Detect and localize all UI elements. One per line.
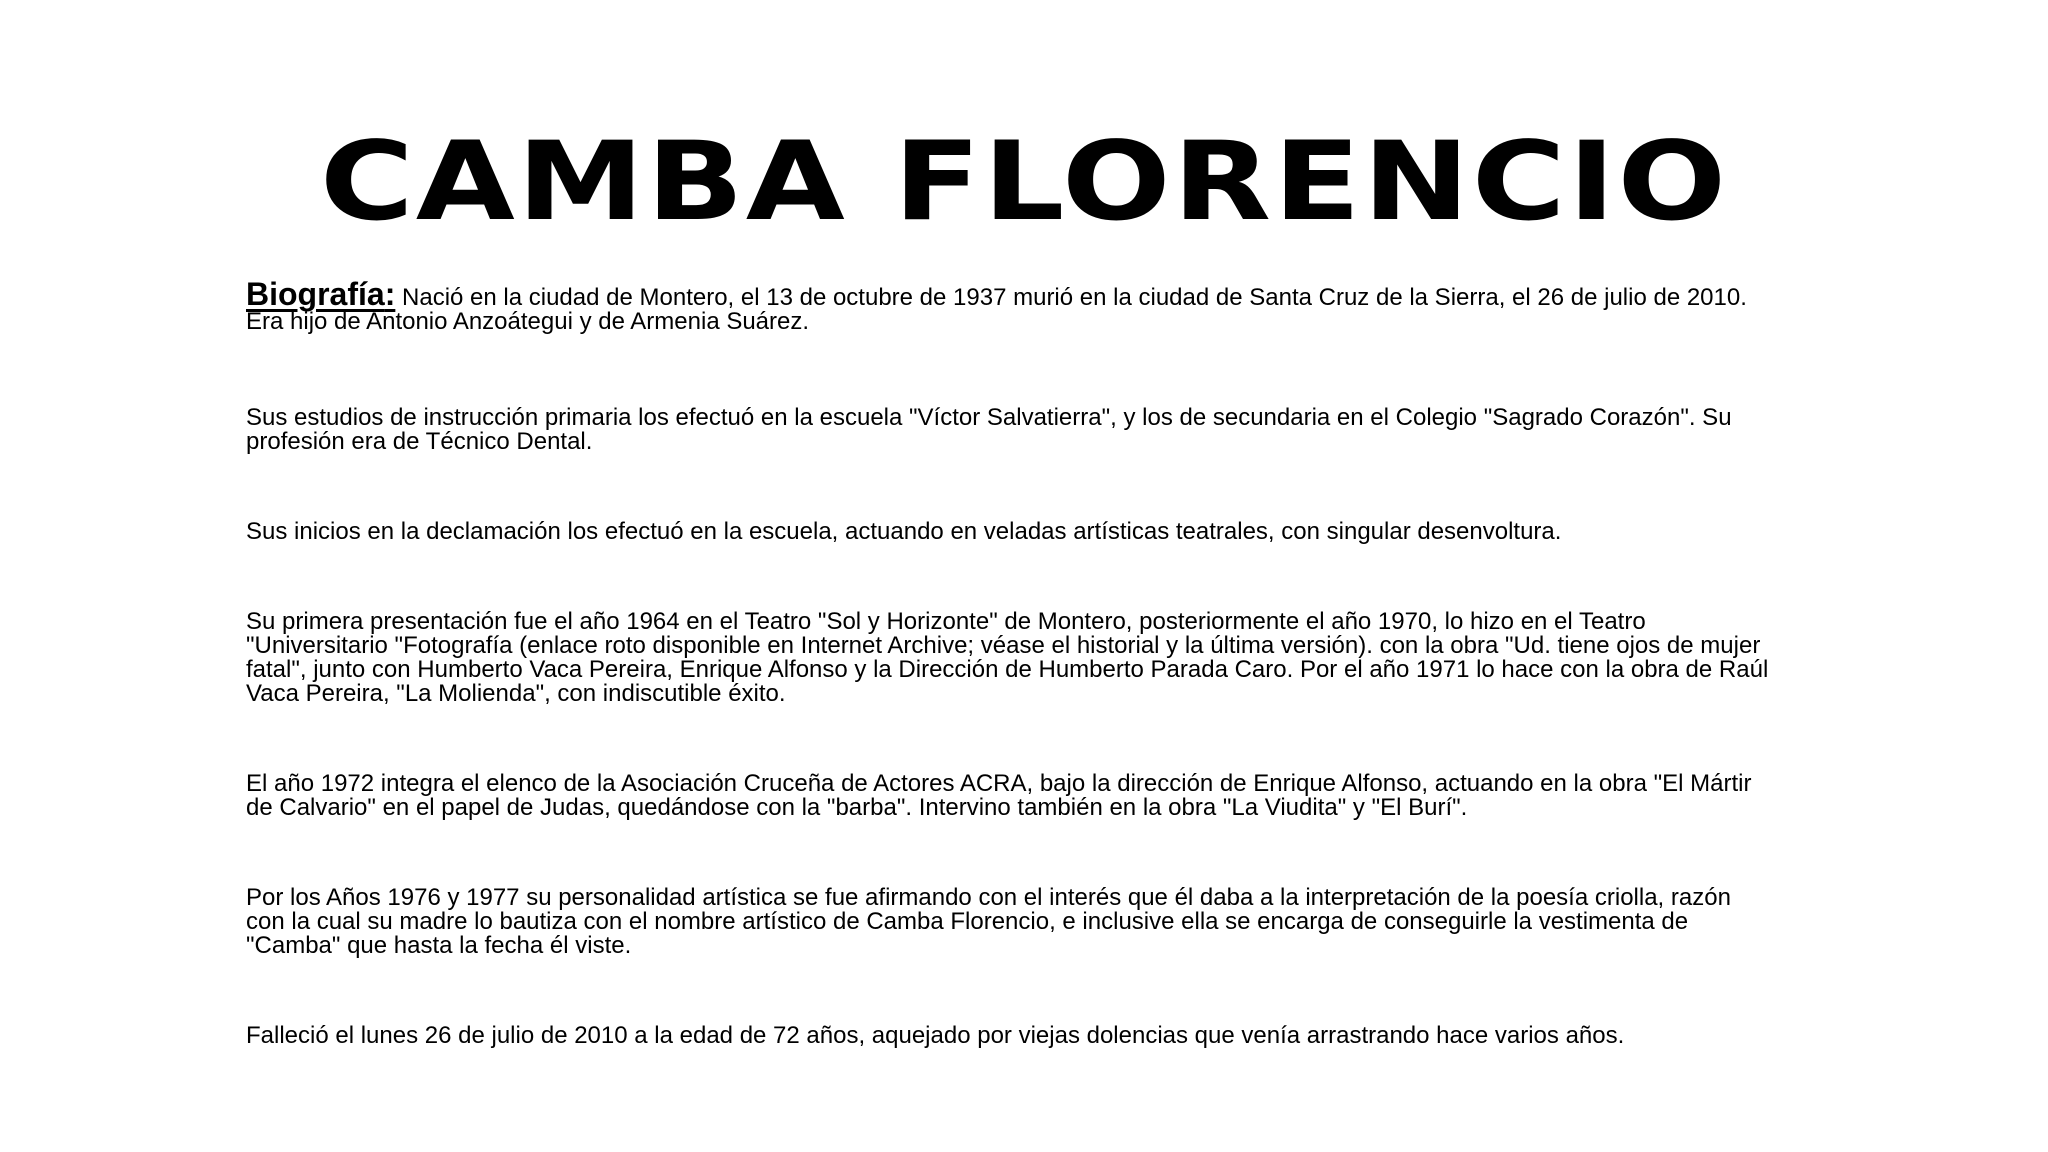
paragraph-death: Falleció el lunes 26 de julio de 2010 a la edad de 72 años, aquejado por viejas dolencias que venía arrastrando hace varios años. bbox=[246, 1022, 1625, 1049]
biography-label: Biografía bbox=[246, 276, 385, 312]
paragraph-first-presentation: Su primera presentación fue el año 1964 en el Teatro "Sol y Horizonte" de Montero, posteriormente el año 1970, lo hizo en el Teatro "Universitario "Fotografía (enlace roto disponible en Internet Archive; véase el historial y la última versión). con la obra "Ud. tiene ojos de mujer fatal", junto con Humberto Vaca Pereira, Enrique Alfonso y la Dirección de Humberto Parada Caro. Por el año 1971 lo hace con la obra de Raúl Vaca Pereira, "La Molienda", con indiscutible éxito. bbox=[246, 608, 1769, 707]
paragraph-declamation: Sus inicios en la declamación los efectuó en la escuela, actuando en veladas artísticas teatrales, con singular desenvoltura. bbox=[246, 518, 1562, 545]
biography-intro-text: Nació en la ciudad de Montero, el 13 de octubre de 1937 murió en la ciudad de Santa Cruz de la Sierra, el 26 de julio de 2010. Era hijo de Antonio Anzoátegui y de Armenia Suárez. bbox=[246, 284, 1747, 335]
biography-intro-paragraph bbox=[246, 276, 1776, 335]
paragraph-acra: El año 1972 integra el elenco de la Asociación Cruceña de Actores ACRA, bajo la dirección de Enrique Alfonso, actuando en la obra "El Mártir de Calvario" en el papel de Judas, quedándose con la "barba". Intervino también en la obra "La Viudita" y "El Burí". bbox=[246, 770, 1752, 821]
page-title: CAMBA FLORENCIO bbox=[319, 118, 1729, 246]
paragraph-artistic-name: Por los Años 1976 y 1977 su personalidad artística se fue afirmando con el interés que él daba a la interpretación de la poesía criolla, razón con la cual su madre lo bautiza con el nombre artístico de Camba Florencio, e inclusive ella se encarga de conseguirle la vestimenta de "Camba" que hasta la fecha él viste. bbox=[246, 884, 1731, 959]
paragraph-studies: Sus estudios de instrucción primaria los efectuó en la escuela "Víctor Salvatierra", y los de secundaria en el Colegio "Sagrado Corazón". Su profesión era de Técnico Dental. bbox=[246, 404, 1732, 455]
biography-label-colon: : bbox=[384, 276, 396, 312]
